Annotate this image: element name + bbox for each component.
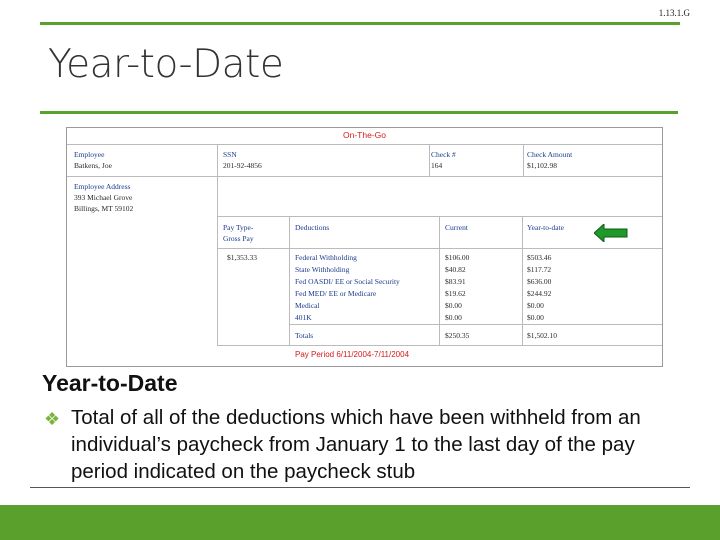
gross-pay-value: $1,353.33 [227,253,257,262]
employee-label: Employee [74,150,105,159]
ytd-header: Year-to-date [527,223,564,232]
totals-label: Totals [295,331,314,340]
check-number-label: Check # [431,150,456,159]
left-arrow-icon [594,224,628,242]
bottom-rule [30,487,690,488]
bullet-item [44,404,684,485]
ssn-value: 201-92-4856 [223,161,262,170]
deduction-item: State Withholding [295,265,350,274]
deduction-item: Medical [295,301,320,310]
check-amount-label: Check Amount [527,150,573,159]
ssn-label: SSN [223,150,237,159]
check-amount-value: $1,102.98 [527,161,557,170]
ytd-list [527,252,551,324]
grid-line [217,345,662,346]
slide-number: 1.13.1.G [658,8,690,18]
current-header: Current [445,223,468,232]
ytd-amount: $503.46 [527,253,552,262]
deductions-list [295,252,400,324]
pay-type-label: Pay Type- [223,223,254,232]
top-rule [40,22,680,25]
ytd-amount: $636.00 [527,277,552,286]
current-amount: $0.00 [445,301,462,310]
pay-period: Pay Period 6/11/2004-7/11/2004 [295,350,410,359]
company-name: On-The-Go [343,130,386,140]
current-amount: $40.82 [445,265,466,274]
deductions-header: Deductions [295,223,330,232]
grid-line [67,176,662,177]
title-rule [40,111,678,114]
ytd-amount: $0.00 [527,313,544,322]
check-number-value: 164 [431,161,443,170]
current-amount: $0.00 [445,313,462,322]
ytd-amount: $244.92 [527,289,552,298]
totals-ytd: $1,502.10 [527,331,557,340]
grid-line [522,216,523,345]
deduction-item: 401K [295,313,312,322]
bullet-text: Total of all of the deductions which have been withheld from an individual’s paycheck from January 1 to the last day of the pay period indicated on the paycheck stub [71,406,641,483]
grid-line [289,324,662,325]
grid-line [523,144,524,176]
employee-value: Batkens, Joe [74,161,112,170]
grid-line [429,144,430,176]
totals-current: $250.35 [445,331,470,340]
current-amount: $19.62 [445,289,466,298]
deduction-item: Fed MED/ EE or Medicare [295,289,377,298]
deduction-item: Federal Withholding [295,253,357,262]
current-amount: $83.91 [445,277,466,286]
address-line-2: Billings, MT 59102 [74,204,134,213]
ytd-amount: $117.72 [527,265,552,274]
grid-line [217,144,218,345]
slide-title: Year-to-Date [48,42,284,87]
address-label: Employee Address [74,182,131,191]
grid-line [67,144,662,145]
current-amount: $106.00 [445,253,470,262]
address-line-1: 393 Michael Grove [74,193,133,202]
sub-heading: Year-to-Date [42,370,178,396]
gross-pay-label: Gross Pay [223,234,254,243]
footer-bar [0,505,720,540]
diamond-bullet-icon: ❖ [44,409,61,429]
current-list [445,252,469,324]
paycheck-stub [66,127,663,367]
grid-line [289,216,290,345]
deduction-item: Fed OASDI/ EE or Social Security [295,277,400,286]
ytd-amount: $0.00 [527,301,544,310]
grid-line [439,216,440,345]
